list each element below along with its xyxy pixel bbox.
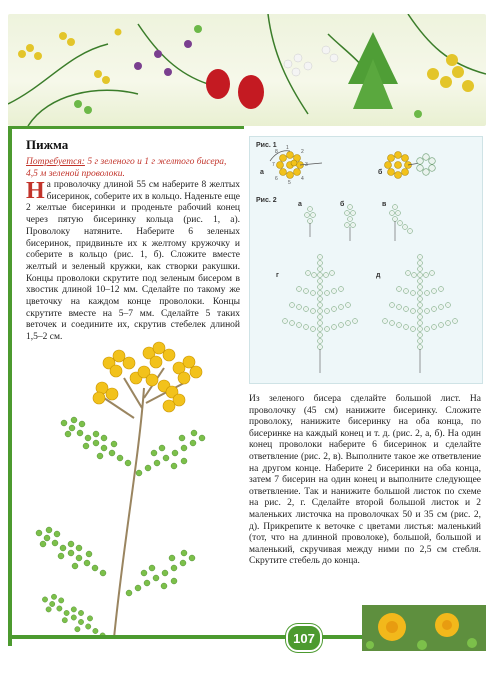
requirements-text: 5 г зеленого и 1 г желтого бисера, 4,5 м зеленой проволоки. <box>26 157 227 179</box>
drop-cap: Н <box>26 178 45 204</box>
fig2b-label: б <box>340 201 345 208</box>
fig2d-label: д <box>376 272 381 279</box>
side-rule <box>8 126 12 646</box>
title-rule <box>8 126 244 129</box>
diagram-panel <box>249 136 483 384</box>
fig2a-label: а <box>298 201 302 208</box>
requirements-lead: Потребуется: <box>26 157 85 167</box>
page-number: 107 <box>286 624 322 652</box>
page-title: Пижма <box>26 137 69 152</box>
fig2g-label: г <box>276 272 279 279</box>
fig1b-label: б <box>378 169 383 176</box>
fig2-label: Рис. 2 <box>256 197 277 204</box>
bead-number: 8 <box>275 149 278 155</box>
bead-number: 1 <box>286 145 289 151</box>
bead-number: 6 <box>275 176 278 182</box>
bead-number: 7 <box>272 162 275 168</box>
bead-number: 4 <box>301 176 304 182</box>
corner-flower-photo <box>362 605 486 651</box>
bead-number: 5 <box>288 180 291 186</box>
intro-text: а проволочку длиной 55 см наберите 8 желтых бисеринок, соберите их в кольцо. Наденьте еще 2 желтые бисеринки и проденьте рабочий конец через пятую бисеринку кольца (рис. 1, а). Проволоку натяните. Наберите 6 зеленых бисеринок, придвиньте их к желтому кружочку и соберите в кольцо (рис. 1, б). Сложите вместе желтый и зеленый кружки, как створки ракушки. Концы проволоки скрутите под зеленым бисером в хвостик длиной 10–12 мм. Сделайте по такому же цветочку на каждом конце проволоки. Концы скрутите вместе на 5–7 мм. Сделайте 5 таких веточек и соедините их, скрутив стебелек длиной 1,5–2 см. <box>26 180 240 343</box>
leaf-instructions: Из зеленого бисера сделайте большой лист. На проволочку (45 см) нанижите бисеринку. Сложите проволоку, нанижите бисеринку на оба конца, по бисеринке на каждый конец и т. д. (рис. 2, а, б). На один конец проволоки наберите 6 бисеринок и сделайте ответвление (рис. 2, в). Выполните такое же ответвление на другом конце. Наберите 2 бисеринки на оба конца, затем 7 бисерин на один конец и выполните следующее ответвление. Так и нанижите большой листок по схеме на рис. 2, г. Сделайте второй большой листок и 2 маленьких листочка на проволочках 50 и 35 см (рис. 2, д). Прикрепите к веточке с цветами листья: маленький (тот, что на длинной проволоке), большой, большой и маленький, скручивая между ними по 2,5 см стебля. Скрутите стебель до конца. <box>249 394 481 567</box>
bead-scheme-drawing <box>250 137 482 383</box>
header-banner-image <box>8 14 486 126</box>
bead-number: 3 <box>305 162 308 168</box>
intro-paragraph <box>26 180 240 344</box>
beaded-tansy-photo <box>24 338 236 648</box>
requirements-note <box>26 156 240 180</box>
fig2v-label: в <box>382 201 387 208</box>
bead-number: 2 <box>301 149 304 155</box>
fig1a-label: а <box>260 169 264 176</box>
fig1-label: Рис. 1 <box>256 142 277 149</box>
